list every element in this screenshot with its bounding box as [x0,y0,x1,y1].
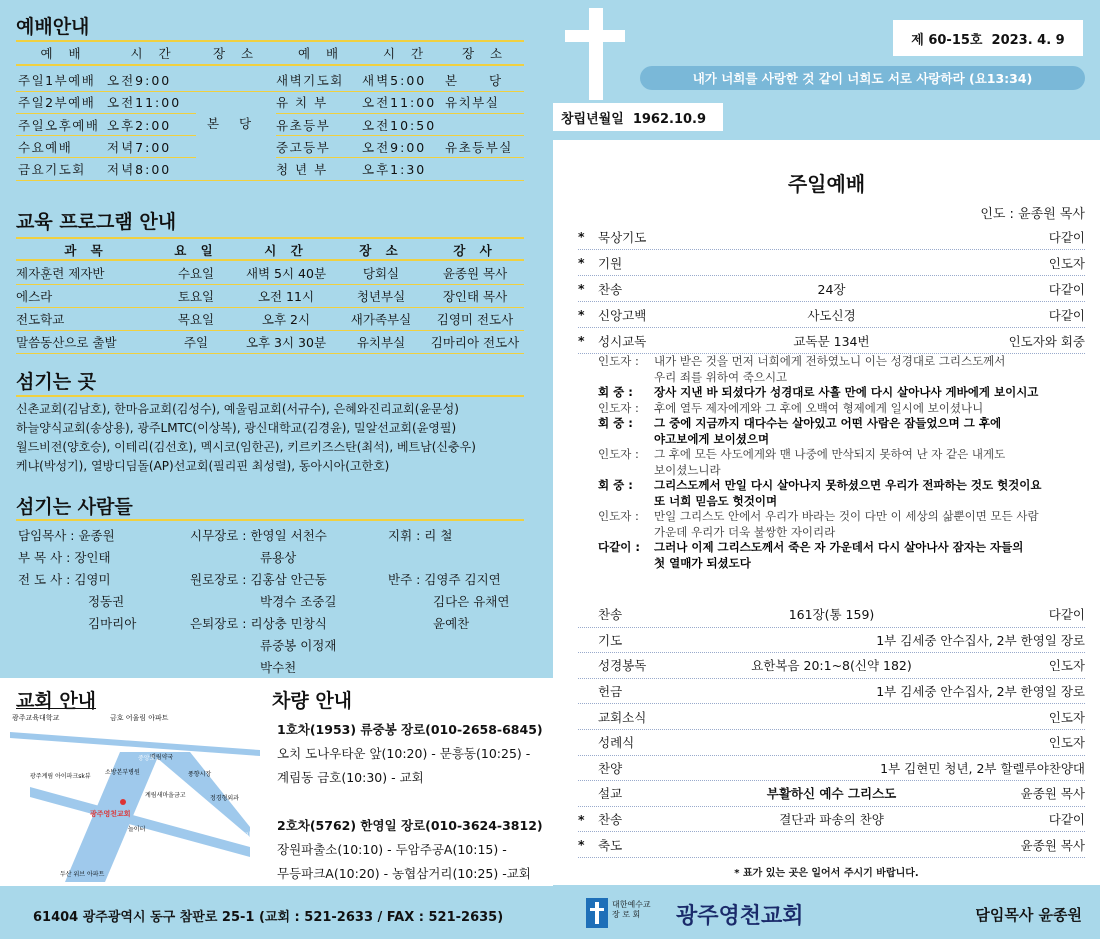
responsive-line: 다같이 : 그러나 이제 그리스도께서 죽은 자 가운데서 다시 살아나사 잠자는 자들의 [598,540,1024,554]
elders: 시무장로 : 한영일 서천수 류용상 원로장로 : 김홍삼 안근동 박경수 조중길 은퇴장로 : 리상충 민창식 류중봉 이정재 박수천 [190,528,337,675]
service-item-by: 인도자와 회중 [1008,333,1085,349]
church-map-title: 교회 안내 [16,690,97,712]
service-item [578,756,1085,782]
svg-text:광주영천교회: 광주영천교회 [90,810,131,818]
responsive-line: 회 중 : 그리스도께서 만일 다시 살아나지 못하셨으면 우리가 전파하는 것도 헛것이요 [598,478,1042,492]
service-item-name: 축도 [598,837,623,853]
service-item-name: 헌금 [598,684,623,700]
service-item-by: 다같이 [1048,607,1085,623]
denomination: 대한예수교 장 로 회 [612,900,651,919]
service-item-detail: 교독문 134번 [793,333,870,349]
worship-right-names: 새벽기도회 유 치 부 유초등부 중고등부 청 년 부 [276,73,344,178]
service-item-by: 다같이 [1048,281,1085,297]
responsive-line: 가운데 우리가 더욱 불쌍한 자이리라 [654,524,836,539]
serving-people-title: 섬기는 사람들 [16,496,133,518]
standing-star: * [578,307,585,322]
service-item [578,704,1085,730]
serving-places-list: 신촌교회(김남호), 한마음교회(김성수), 예울림교회(서규수), 은혜와진리교회(윤문성) 하늘양식교회(송상용), 광주LMTC(이상복), 광신대학교(김경윤), 밀알선교회(윤영필) 월드비전(양호승), 이테리(김선호), 멕시코(임한곤), 키르키즈스탄(최석), 베트남(신충우) 케냐(박성기), 열방디딤돌(AP)선교회(필리핀 최성렬), 동아시아(고한호) [16,402,476,473]
responsive-line: 보이셨느니라 [654,462,721,477]
responsive-line: 회 중 : 그 중에 지금까지 대다수는 살아있고 어떤 사람은 잠들었으며 그 후에 [598,416,1002,430]
education-header: 과 목 요 일 시 간 장 소 강 사 [64,243,497,258]
svg-text:두산 위브 아파트: 두산 위브 아파트 [60,871,105,878]
service-item-by: 인도자 [1048,709,1085,725]
service-item-detail: 요한복음 20:1~8(신약 182) [751,658,912,674]
worship-right-places: 본 당 유치부실 유초등부실 [445,73,516,155]
svg-text:무등로(지구로): 무등로(지구로) [225,832,265,839]
worship-info-title: 예배안내 [16,16,90,38]
standing-star: * [578,837,585,853]
standing-star: * [578,255,585,270]
responsive-reading [598,354,1042,571]
address: 61404 광주광역시 동구 참판로 25-1 (교회 : 521-2633 / FAX : 521-2635) [33,910,504,925]
service-item [578,302,1085,328]
worship-left-times: 오전9:00 오전11:00 오후2:00 저녁7:00 저녁8:00 [107,73,182,178]
service-item-detail: 사도신경 [807,307,856,323]
responsive-line: 야고보에게 보이셨으며 [654,431,770,446]
svg-text:중앙로: 중앙로 [138,755,156,762]
service-item-name: 찬송 [598,812,623,828]
vehicle-title: 차량 안내 [272,690,353,712]
service-item [578,602,1085,628]
svg-text:놀이터: 놀이터 [128,826,146,833]
education-table [16,262,524,354]
service-item-by: 다같이 [1048,229,1085,245]
cross-icon [565,8,625,100]
service-item [578,250,1085,276]
service-item [578,224,1085,250]
service-item-detail: 결단과 파송의 찬양 [779,812,884,828]
svg-text:계림새마을금고: 계림새마을금고 [145,792,186,799]
table-row: 에스라 토요일 오전 11시 청년부실 장인태 목사 [16,285,524,308]
standing-star: * [578,229,585,244]
service-item-name: 성시교독 [598,333,647,349]
svg-text:광주교육대학교: 광주교육대학교 [12,714,60,722]
standing-note: * 표가 있는 곳은 일어서 주시기 바랍니다. [734,868,919,879]
responsive-line: 첫 열매가 되셨도다 [654,555,751,570]
pastors: 담임목사 : 윤종원 부 목 사 : 장인태 전 도 사 : 김영미 정동권 김마리아 [18,528,137,631]
service-item [578,807,1085,833]
standing-star: * [578,333,585,348]
service-item-by: 1부 김현민 청년, 2부 할렐루야찬양대 [880,760,1085,776]
table-row: 전도학교 목요일 오후 2시 새가족부실 김영미 전도사 [16,308,524,331]
service-item [578,781,1085,807]
service-item [578,328,1085,354]
order-of-service-2 [578,602,1085,858]
service-item-by: 다같이 [1048,812,1085,828]
standing-star: * [578,281,585,296]
service-item-name: 기원 [598,255,623,271]
order-of-service [578,224,1085,354]
founded-date: 창립년월일 1962.10.9 [553,103,723,131]
music: 지휘 : 리 철 반주 : 김영주 김지연 김다은 유채연 윤예찬 [388,528,510,631]
svg-text:광주계림 아이파크sk뷰: 광주계림 아이파크sk뷰 [30,773,91,780]
service-item [578,653,1085,679]
service-item-name: 교회소식 [598,709,647,725]
vehicle-info: 1호차(1953) 류중봉 장로(010-2658-6845) 오치 도나우타운 앞(10:20) - 문흥동(10:25) - 계림동 금호(10:30) - 교회 2호차(5762) 한영일 장로(010-3624-3812) 장원파출소(10:10) - 두암주공A(10:15) - 무등파크A(10:20) - 농협삼거리(10:25) -교회 [277,722,543,881]
responsive-line: 또 너희 믿음도 헛것이며 [654,493,778,508]
worship-right-times: 새벽5:00 오전11:00 오전10:50 오전9:00 오후1:30 [362,73,437,178]
issue-number: 제 60-15호 2023. 4. 9 [893,20,1083,56]
church-map [10,712,265,882]
service-item [578,832,1085,858]
service-item-detail: 24장 [817,281,846,297]
church-logo-icon [586,898,608,928]
service-item-name: 성경봉독 [598,658,647,674]
svg-text:정경형외과: 정경형외과 [210,795,239,802]
serving-places-title: 섬기는 곳 [16,371,97,393]
service-item-name: 설교 [598,786,623,802]
worship-left-place: 본 당 [207,116,260,131]
service-title: 주일예배 [787,172,866,196]
footer-pastor: 담임목사 윤종원 [975,906,1082,924]
service-item-name: 찬양 [598,760,623,776]
service-item-by: 인도자 [1048,735,1085,751]
service-item-by: 다같이 [1048,307,1085,323]
table-row: 말씀동산으로 출발 주일 오후 3시 30분 유치부실 김마리아 전도사 [16,331,524,354]
service-item-by: 윤종원 목사 [1020,837,1085,853]
responsive-line: 회 중 : 장사 지낸 바 되셨다가 성경대로 사흘 만에 다시 살아나사 게바에게 보이시고 [598,385,1039,399]
svg-text:백림약국: 백림약국 [150,754,174,761]
verse-banner: 내가 너희를 사랑한 것 같이 너희도 서로 사랑하라 (요13:34) [640,66,1085,90]
service-item-by: 인도자 [1048,658,1085,674]
service-item-name: 성례식 [598,735,635,751]
service-item-by: 인도자 [1048,255,1085,271]
svg-text:풍향시장: 풍향시장 [188,771,212,778]
responsive-line: 인도자 : 만일 그리스도 안에서 우리가 바라는 것이 다만 이 세상의 삶뿐이면 모든 사람 [598,509,1039,523]
service-item-name: 찬송 [598,281,623,297]
service-item-name: 기도 [598,632,623,648]
service-item-detail: 161장(통 159) [788,607,875,623]
responsive-line: 인도자 : 후에 열두 제자에게와 그 후에 오백여 형제에게 일시에 보이셨나니 [598,400,984,415]
service-item [578,628,1085,654]
table-row: 제자훈련 제자반 수요일 새벽 5시 40분 당회실 윤종원 목사 [16,262,524,285]
church-name: 광주영천교회 [676,904,804,929]
responsive-line: 인도자 : 내가 받은 것을 먼저 너희에게 전하였노니 이는 성경대로 그리스도께서 [598,354,1006,368]
worship-left-names: 주일1부예배 주일2부예배 주일오후예배 수요예배 금요기도회 [18,73,100,178]
service-item-name: 묵상기도 [598,229,647,245]
responsive-line: 우리 죄를 위하여 죽으시고 [654,369,788,384]
service-item-by: 1부 김세중 안수집사, 2부 한영일 장로 [876,632,1085,648]
service-item [578,276,1085,302]
responsive-line: 인도자 : 그 후에 모든 사도에게와 맨 나중에 만삭되지 못하여 난 자 같은 내게도 [598,447,1006,461]
education-title: 교육 프로그램 안내 [16,211,177,233]
standing-star: * [578,811,585,827]
worship-info-header: 예 배 시 간 장 소 예 배 시 간 장 소 [40,46,509,61]
service-item-by: 1부 김세중 안수집사, 2부 한영일 장로 [876,684,1085,700]
service-item-by: 윤종원 목사 [1020,786,1085,802]
service-item-name: 찬송 [598,607,623,623]
svg-text:소방본부병원: 소방본부병원 [105,769,140,776]
svg-text:금호 어울림 아파트: 금호 어울림 아파트 [110,714,169,722]
service-item-detail: 부활하신 예수 그리스도 [766,786,897,802]
service-item [578,679,1085,705]
service-item [578,730,1085,756]
service-item-name: 신앙고백 [598,307,647,323]
service-leader: 인도 : 윤종원 목사 [980,207,1085,222]
